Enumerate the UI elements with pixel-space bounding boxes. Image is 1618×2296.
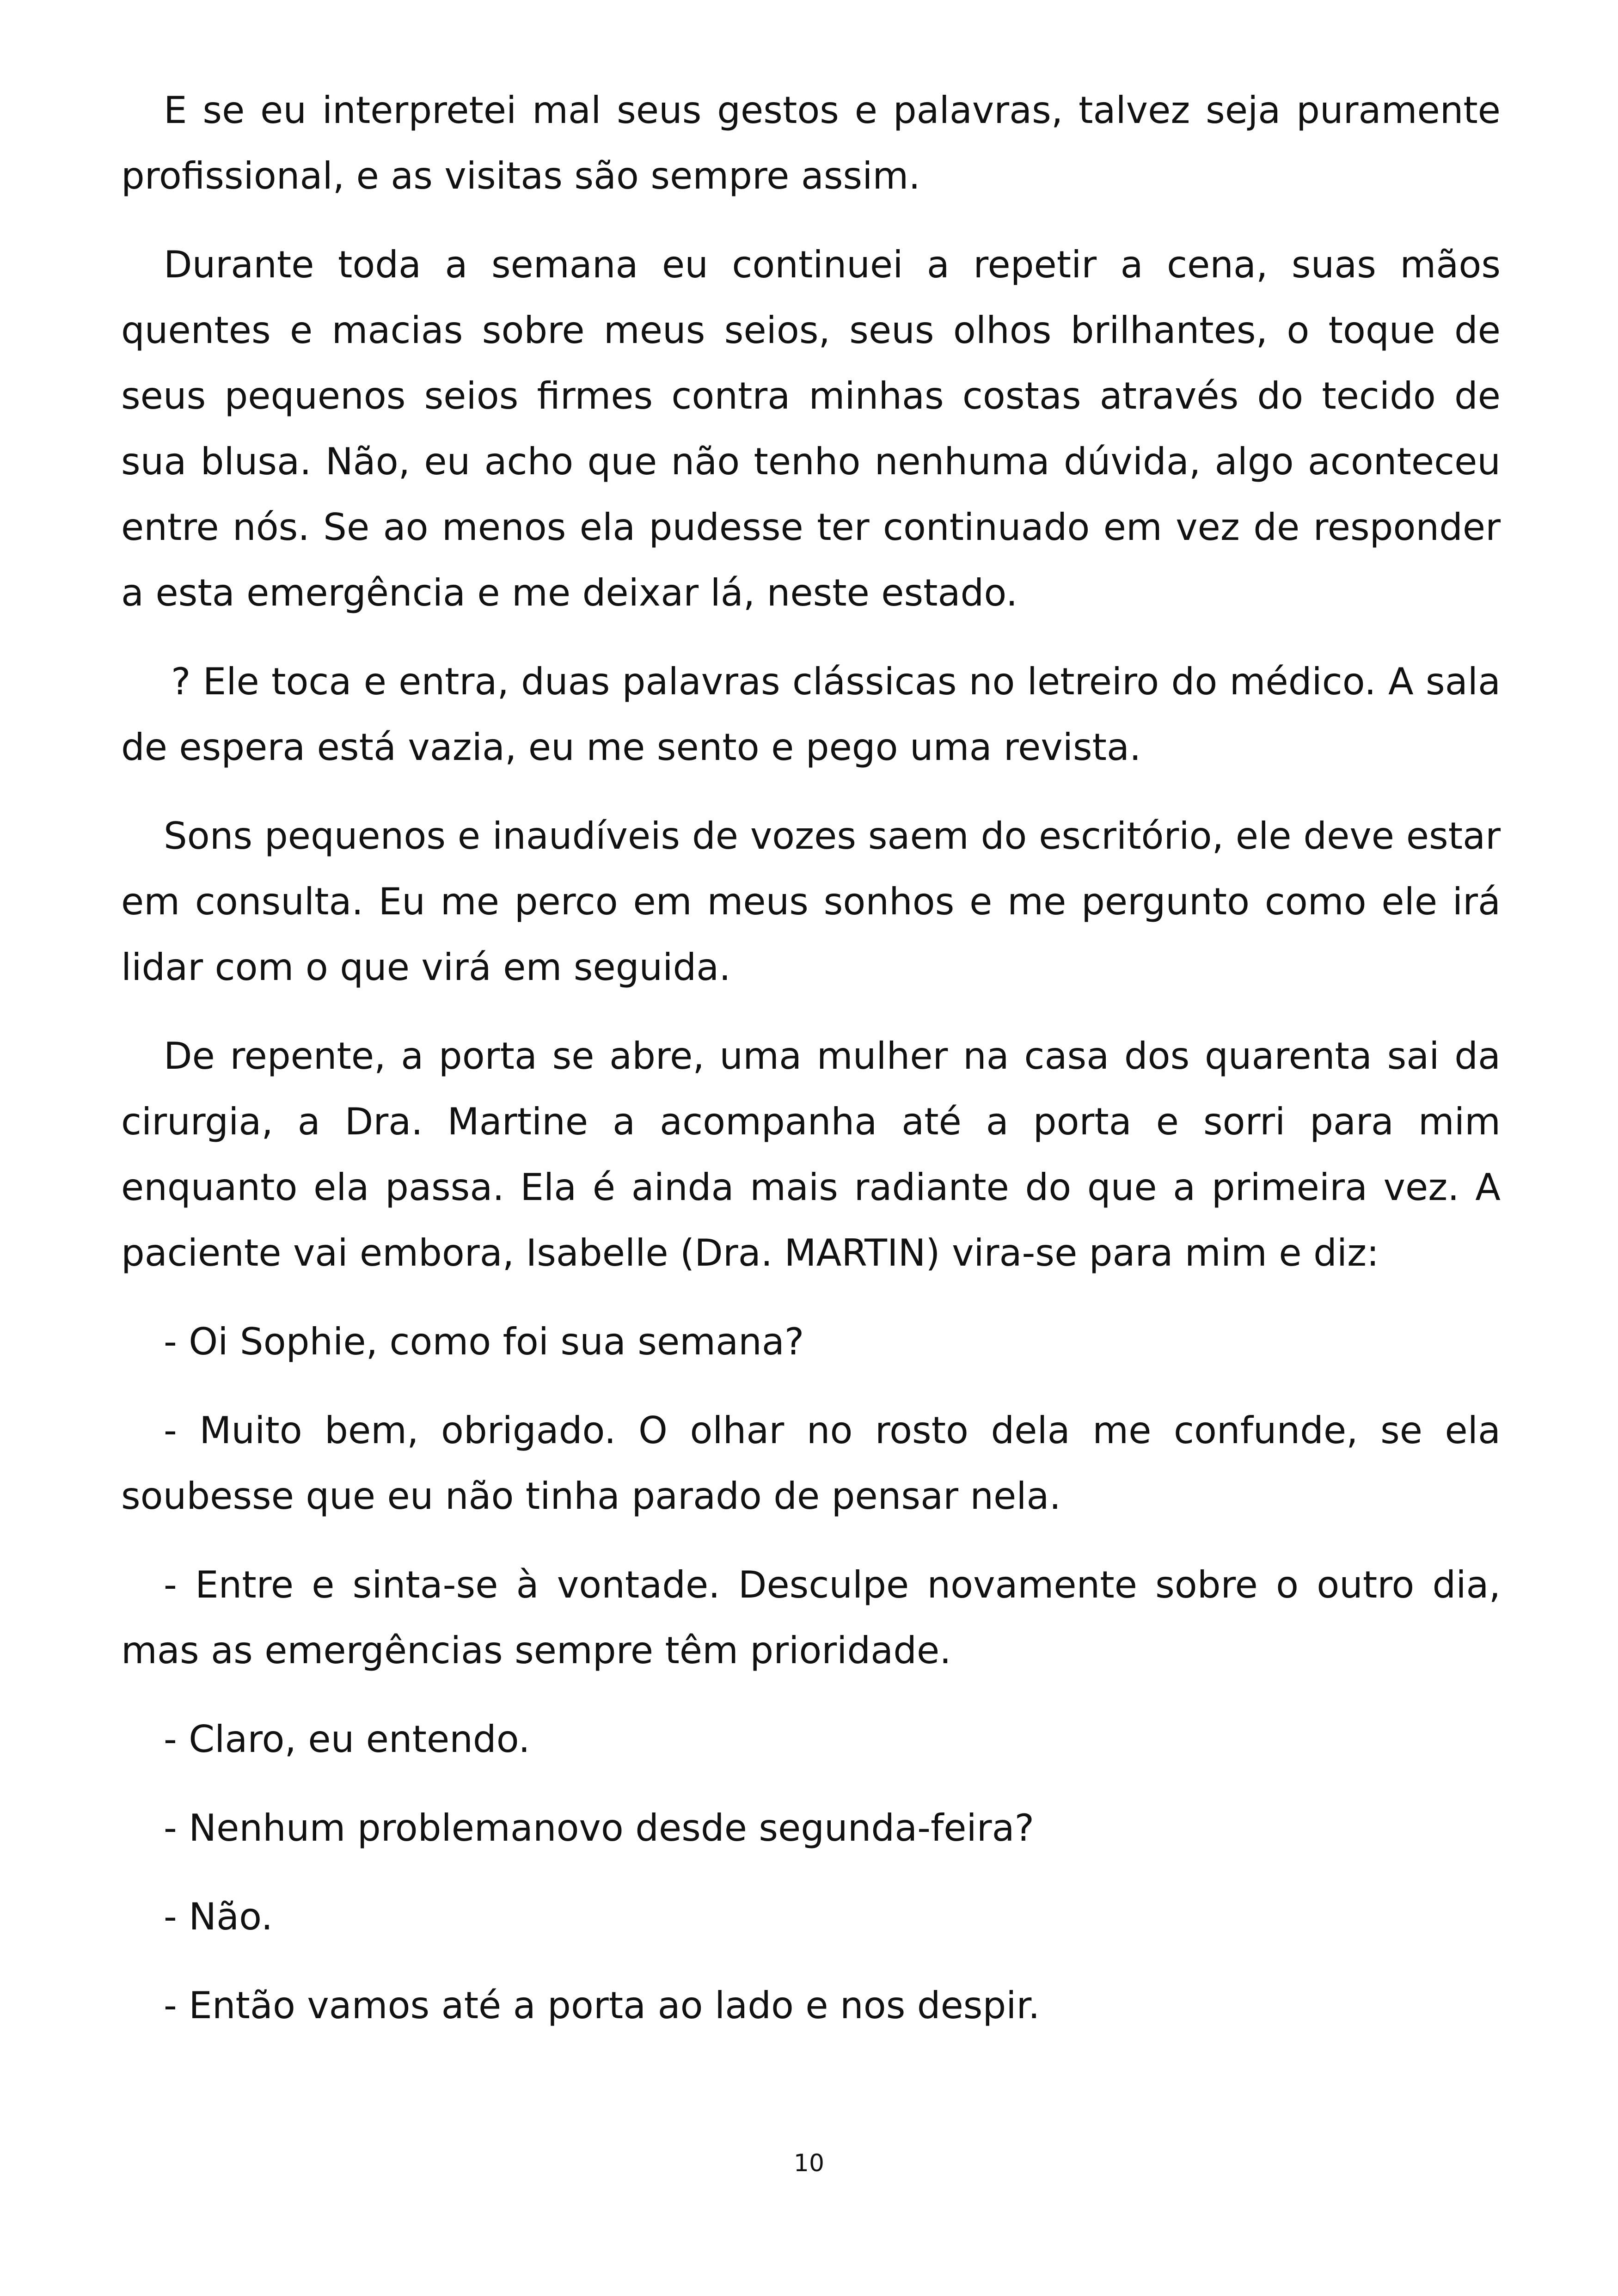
dialogue-line: - Então vamos até a porta ao lado e nos despir. bbox=[164, 1984, 1040, 2027]
paragraph: Durante toda a semana eu continuei a repetir a cena, suas mãos quentes e macias sobre meus seios, seus olhos brilhantes, o toque de seus pequenos seios firmes contra minhas costas através do tecido de sua blusa. Não, eu acho que não tenho nenhuma dúvida, algo aconteceu entre nós. Se ao menos ela pudesse ter continuado em vez de responder a esta emergência e me deixar lá, neste estado. bbox=[121, 243, 1501, 614]
dialogue-line: - Não. bbox=[164, 1895, 273, 1938]
paragraph: De repente, a porta se abre, uma mulher na casa dos quarenta sai da cirurgia, a Dra. Martine a acompanha até a porta e sorri para mim enquanto ela passa. Ela é ainda mais radiante do que a primeira vez. A paciente vai embora, Isabelle (Dra. MARTIN) vira-se para mim e diz: bbox=[121, 1035, 1501, 1274]
dialogue-line: - Muito bem, obrigado. O olhar no rosto dela me confunde, se ela soubesse que eu não tinha parado de pensar nela. bbox=[121, 1409, 1501, 1518]
dialogue-line: - Entre e sinta-se à vontade. Desculpe novamente sobre o outro dia, mas as emergências sempre têm prioridade. bbox=[121, 1563, 1501, 1672]
paragraph: E se eu interpretei mal seus gestos e palavras, talvez seja puramente profissional, e as visitas são sempre assim. bbox=[121, 89, 1501, 197]
paragraph: Sons pequenos e inaudíveis de vozes saem do escritório, ele deve estar em consulta. Eu me perco em meus sonhos e me pergunto como ele irá lidar com o que virá em seguida. bbox=[121, 814, 1501, 989]
dialogue-line: - Claro, eu entendo. bbox=[164, 1718, 530, 1761]
paragraph: ? Ele toca e entra, duas palavras clássicas no letreiro do médico. A sala de espera está vazia, eu me sento e pego uma revista. bbox=[121, 660, 1501, 769]
text-body bbox=[121, 78, 1501, 2062]
dialogue-line: - Nenhum problemanovo desde segunda-feira? bbox=[164, 1806, 1035, 1849]
page-number: 10 bbox=[793, 2149, 825, 2177]
dialogue-line: - Oi Sophie, como foi sua semana? bbox=[164, 1320, 804, 1363]
